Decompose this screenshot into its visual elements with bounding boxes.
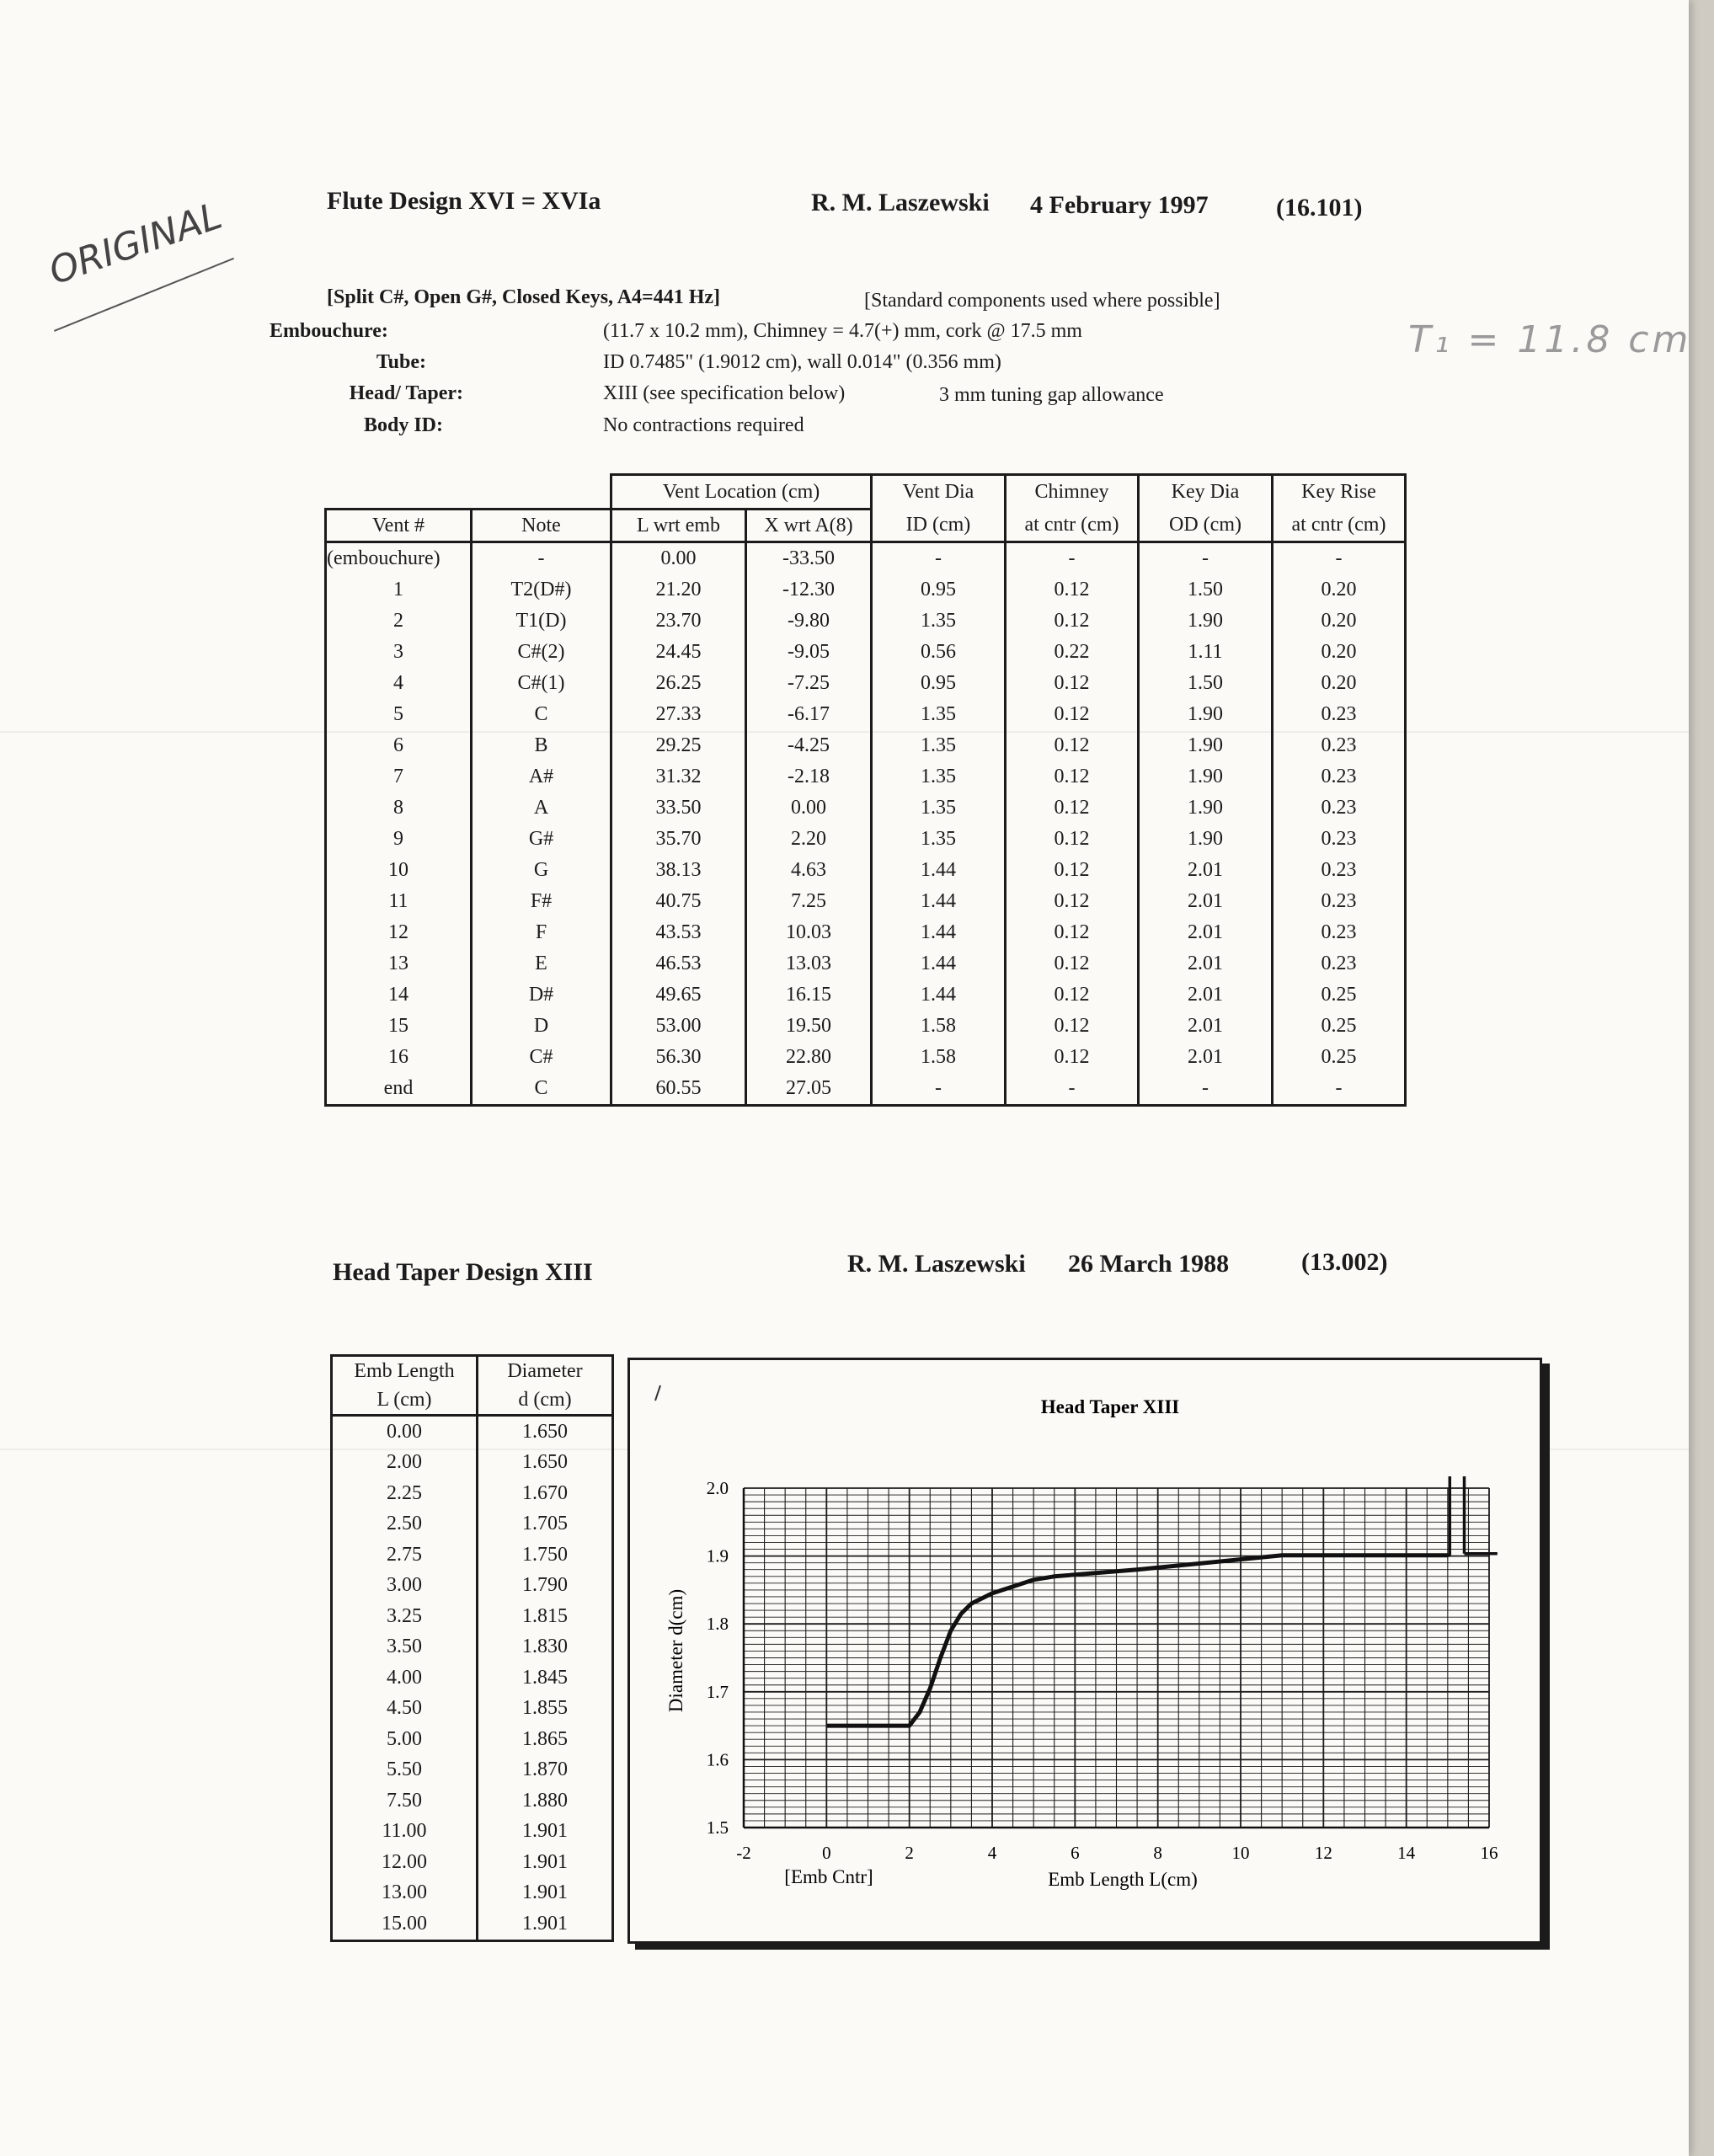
x-wrt-a8-cell: 10.03 [746, 917, 872, 948]
taper-diameter-cell: 1.901 [522, 1881, 568, 1904]
taper-length-cell: 15.00 [332, 1908, 478, 1940]
spec-value-head-taper: XIII (see specification below) [603, 382, 846, 404]
taper-diameter-cell: 1.845 [522, 1666, 568, 1689]
vent-dia-cell: 1.44 [872, 886, 1006, 917]
l-wrt-emb-header: L wrt emb [611, 510, 746, 542]
taper-diameter-cell: 1.901 [522, 1820, 568, 1843]
vent-table-header-top [326, 475, 1406, 510]
taper-length-cell: 7.50 [332, 1785, 478, 1817]
vent-table-row [326, 637, 1406, 668]
x-wrt-a8-cell: 16.15 [746, 979, 872, 1011]
key-rise-cell: 0.23 [1273, 886, 1406, 917]
vent-table-row [326, 886, 1406, 917]
vent-dia-cell: 0.56 [872, 637, 1006, 668]
vent-dia-cell: 0.95 [872, 668, 1006, 699]
vent-number-cell: end [326, 1073, 472, 1106]
vent-table-row [326, 668, 1406, 699]
taper-length-cell: 3.25 [332, 1601, 478, 1632]
key-dia-cell: 1.90 [1139, 824, 1273, 855]
taper-diameter-cell: 1.650 [522, 1451, 568, 1474]
vent-dia-cell: 1.44 [872, 948, 1006, 979]
vent-number-cell: 8 [326, 792, 472, 824]
design-date: 4 February 1997 [1030, 191, 1209, 219]
l-wrt-emb-cell: 21.20 [611, 574, 746, 606]
l-wrt-emb-cell: 0.00 [611, 542, 746, 575]
x-wrt-a8-cell: -12.30 [746, 574, 872, 606]
key-dia-cell: - [1139, 542, 1273, 575]
l-wrt-emb-cell: 24.45 [611, 637, 746, 668]
taper-length-cell: 5.00 [332, 1724, 478, 1755]
spec-value-embouchure: (11.7 x 10.2 mm), Chimney = 4.7(+) mm, cork @ 17.5 mm [603, 320, 1082, 342]
taper-chart-frame [627, 1358, 1542, 1944]
chart-x-tick-label: 16 [1480, 1843, 1498, 1863]
key-rise-cell: 0.20 [1273, 606, 1406, 637]
chart-title: Head Taper XIII [1040, 1396, 1180, 1417]
chimney-cell: 0.12 [1006, 730, 1139, 761]
vent-dia-cell: 1.35 [872, 699, 1006, 730]
note-cell: C# [472, 1042, 611, 1073]
key-rise-header-1: Key Rise [1273, 475, 1406, 510]
taper-length-cell: 4.50 [332, 1694, 478, 1725]
x-wrt-a8-cell: -2.18 [746, 761, 872, 792]
chart-y-tick-label: 1.9 [706, 1545, 729, 1566]
key-dia-cell: 1.50 [1139, 668, 1273, 699]
chimney-cell: 0.12 [1006, 699, 1139, 730]
chart-y-label: Diameter d(cm) [665, 1588, 686, 1713]
chimney-cell: 0.12 [1006, 886, 1139, 917]
vent-table-header-bottom [326, 510, 1406, 542]
spec-value-tube: ID 0.7485" (1.9012 cm), wall 0.014" (0.356 mm) [603, 351, 1001, 373]
key-dia-cell: 1.90 [1139, 730, 1273, 761]
taper-table-row [332, 1908, 613, 1940]
note-cell: D [472, 1011, 611, 1042]
taper-table-row [332, 1509, 613, 1540]
design-title: Flute Design XVI = XVIa [327, 187, 601, 215]
taper-length-cell: 13.00 [332, 1878, 478, 1909]
taper-length-cell: 2.00 [332, 1448, 478, 1479]
taper-table-header-bottom [332, 1385, 613, 1416]
x-wrt-a8-cell: 13.03 [746, 948, 872, 979]
taper-chart [630, 1360, 1540, 1941]
note-cell: F# [472, 886, 611, 917]
vent-table-row [326, 761, 1406, 792]
chart-y-tick-label: 1.8 [706, 1614, 729, 1635]
taper-table-body [332, 1416, 613, 1941]
vent-number-cell: 2 [326, 606, 472, 637]
vent-number-cell: 15 [326, 1011, 472, 1042]
x-wrt-a8-cell: 0.00 [746, 792, 872, 824]
chimney-header-2: at cntr (cm) [1006, 510, 1139, 542]
taper-ref: (13.002) [1301, 1248, 1388, 1276]
l-wrt-emb-cell: 49.65 [611, 979, 746, 1011]
taper-table-row [332, 1662, 613, 1694]
taper-table-row [332, 1694, 613, 1725]
x-wrt-a8-cell: -33.50 [746, 542, 872, 575]
x-wrt-a8-cell: -9.80 [746, 606, 872, 637]
vent-dia-cell: 1.44 [872, 917, 1006, 948]
key-rise-header-2: at cntr (cm) [1273, 510, 1406, 542]
x-wrt-a8-cell: 2.20 [746, 824, 872, 855]
chart-x-tick-label: -2 [736, 1843, 751, 1863]
l-wrt-emb-cell: 60.55 [611, 1073, 746, 1106]
chart-y-tick-label: 1.6 [706, 1749, 729, 1770]
vent-table-row [326, 824, 1406, 855]
spec-label-embouchure: Embouchure: [270, 320, 388, 342]
vent-table-row [326, 979, 1406, 1011]
key-dia-cell: 1.50 [1139, 574, 1273, 606]
l-wrt-emb-cell: 23.70 [611, 606, 746, 637]
note-cell: C [472, 1073, 611, 1106]
note-cell: - [472, 542, 611, 575]
taper-table-row [332, 1878, 613, 1909]
taper-diameter-cell: 1.901 [522, 1850, 568, 1873]
key-dia-cell: 2.01 [1139, 917, 1273, 948]
l-wrt-emb-cell: 35.70 [611, 824, 746, 855]
x-wrt-a8-cell: 27.05 [746, 1073, 872, 1106]
key-dia-header-2: OD (cm) [1139, 510, 1273, 542]
vent-table-row [326, 1073, 1406, 1106]
taper-table-row [332, 1540, 613, 1571]
key-dia-cell: 2.01 [1139, 948, 1273, 979]
config-line: [Split C#, Open G#, Closed Keys, A4=441 Hz] [327, 286, 721, 308]
taper-diameter-cell: 1.790 [522, 1574, 568, 1597]
diameter-header-1: Diameter [507, 1359, 583, 1382]
chimney-cell: - [1006, 542, 1139, 575]
key-rise-cell: - [1273, 542, 1406, 575]
chimney-cell: 0.12 [1006, 574, 1139, 606]
spec-value-body-id: No contractions required [603, 414, 804, 436]
taper-diameter-cell: 1.870 [522, 1758, 568, 1781]
chimney-cell: 0.12 [1006, 761, 1139, 792]
vent-dia-cell: 1.44 [872, 855, 1006, 886]
chart-y-tick-label: 2.0 [706, 1478, 729, 1498]
note-cell: C#(1) [472, 668, 611, 699]
taper-diameter-cell: 1.670 [522, 1481, 568, 1504]
taper-table-row [332, 1416, 613, 1448]
key-dia-header-1: Key Dia [1139, 475, 1273, 510]
vent-table-row [326, 792, 1406, 824]
taper-author: R. M. Laszewski [847, 1250, 1026, 1278]
design-ref: (16.101) [1276, 194, 1363, 221]
key-dia-cell: 1.11 [1139, 637, 1273, 668]
taper-diameter-cell: 1.880 [522, 1789, 568, 1812]
taper-table [330, 1354, 614, 1942]
vent-number-cell: 1 [326, 574, 472, 606]
vent-number-cell: 6 [326, 730, 472, 761]
emb-length-header-1: Emb Length [332, 1356, 478, 1386]
chimney-cell: 0.12 [1006, 824, 1139, 855]
key-rise-cell: 0.20 [1273, 637, 1406, 668]
vent-dia-cell: - [872, 1073, 1006, 1106]
vent-number-cell: 5 [326, 699, 472, 730]
chimney-cell: 0.12 [1006, 855, 1139, 886]
taper-length-cell: 12.00 [332, 1847, 478, 1878]
spec-extra-head-taper: 3 mm tuning gap allowance [939, 384, 1164, 406]
l-wrt-emb-cell: 46.53 [611, 948, 746, 979]
key-rise-cell: 0.20 [1273, 668, 1406, 699]
key-dia-cell: 2.01 [1139, 1042, 1273, 1073]
handwritten-t1-note: T₁ = 11.8 cm [1408, 318, 1692, 361]
spec-label-body-id: Body ID: [363, 414, 443, 436]
key-rise-cell: 0.23 [1273, 855, 1406, 886]
chart-x-tick-label: 14 [1397, 1843, 1416, 1863]
vent-table-row [326, 699, 1406, 730]
taper-table-header-top [332, 1356, 613, 1386]
chart-x-tick-label: 2 [905, 1843, 914, 1863]
taper-table-row [332, 1632, 613, 1663]
taper-length-cell: 0.00 [332, 1416, 478, 1448]
taper-table-row [332, 1601, 613, 1632]
note-cell: G# [472, 824, 611, 855]
taper-diameter-cell: 1.750 [522, 1543, 568, 1566]
taper-length-cell: 2.50 [332, 1509, 478, 1540]
key-rise-cell: 0.20 [1273, 574, 1406, 606]
note-cell: E [472, 948, 611, 979]
key-rise-cell: 0.23 [1273, 824, 1406, 855]
chart-series [826, 1476, 1498, 1726]
l-wrt-emb-cell: 33.50 [611, 792, 746, 824]
key-rise-cell: 0.23 [1273, 761, 1406, 792]
key-rise-cell: 0.25 [1273, 1011, 1406, 1042]
chart-x-annotation: [Emb Cntr] [784, 1866, 873, 1887]
chimney-cell: 0.12 [1006, 668, 1139, 699]
vent-table-row [326, 948, 1406, 979]
x-wrt-a8-cell: -4.25 [746, 730, 872, 761]
note-cell: D# [472, 979, 611, 1011]
chimney-cell: 0.12 [1006, 979, 1139, 1011]
key-dia-cell: 1.90 [1139, 606, 1273, 637]
vent-dia-cell: 1.35 [872, 606, 1006, 637]
vent-location-header: Vent Location (cm) [611, 475, 872, 510]
l-wrt-emb-cell: 40.75 [611, 886, 746, 917]
vent-dia-cell: 1.35 [872, 792, 1006, 824]
chart-x-tick-label: 10 [1231, 1843, 1250, 1863]
vent-number-cell: (embouchure) [326, 542, 472, 575]
vent-table-row [326, 542, 1406, 575]
standard-note: [Standard components used where possible] [864, 290, 1220, 312]
vent-table-body [326, 542, 1406, 1106]
note-cell: T2(D#) [472, 574, 611, 606]
taper-table-row [332, 1847, 613, 1878]
vent-number-cell: 12 [326, 917, 472, 948]
taper-diameter-cell: 1.855 [522, 1697, 568, 1720]
taper-title: Head Taper Design XIII [333, 1258, 593, 1286]
key-dia-cell: 1.90 [1139, 792, 1273, 824]
chart-x-label: Emb Length L(cm) [1048, 1869, 1198, 1890]
taper-diameter-cell: 1.830 [522, 1636, 568, 1658]
vent-table-row [326, 574, 1406, 606]
note-header: Note [472, 510, 611, 542]
chimney-cell: 0.12 [1006, 1011, 1139, 1042]
vent-dia-header-1: Vent Dia [872, 475, 1006, 510]
key-dia-cell: - [1139, 1073, 1273, 1106]
emb-length-header-2: L (cm) [332, 1385, 478, 1416]
chimney-cell: 0.12 [1006, 792, 1139, 824]
vent-dia-header-2: ID (cm) [872, 510, 1006, 542]
note-cell: G [472, 855, 611, 886]
x-wrt-a8-cell: 4.63 [746, 855, 872, 886]
chimney-cell: 0.12 [1006, 917, 1139, 948]
l-wrt-emb-cell: 56.30 [611, 1042, 746, 1073]
vent-dia-cell: 1.44 [872, 979, 1006, 1011]
x-wrt-a8-cell: 19.50 [746, 1011, 872, 1042]
key-rise-cell: - [1273, 1073, 1406, 1106]
vent-table [324, 473, 1407, 1107]
vent-dia-cell: 0.95 [872, 574, 1006, 606]
chart-x-tick-label: 0 [822, 1843, 831, 1863]
vent-dia-cell: 1.58 [872, 1042, 1006, 1073]
vent-table-row [326, 1011, 1406, 1042]
taper-length-cell: 3.00 [332, 1571, 478, 1602]
chart-ink-mark [655, 1385, 660, 1401]
chart-x-tick-label: 12 [1314, 1843, 1332, 1863]
taper-length-cell: 2.25 [332, 1478, 478, 1509]
vent-dia-cell: - [872, 542, 1006, 575]
key-rise-cell: 0.23 [1273, 948, 1406, 979]
vent-number-header: Vent # [326, 510, 472, 542]
chart-x-tick-label: 4 [987, 1843, 997, 1863]
vent-table-row [326, 855, 1406, 886]
note-cell: B [472, 730, 611, 761]
chart-y-tick-label: 1.5 [706, 1817, 729, 1838]
key-rise-cell: 0.23 [1273, 730, 1406, 761]
vent-number-cell: 13 [326, 948, 472, 979]
chimney-cell: 0.22 [1006, 637, 1139, 668]
key-rise-cell: 0.23 [1273, 917, 1406, 948]
taper-diameter-cell: 1.865 [522, 1727, 568, 1750]
chimney-cell: 0.12 [1006, 606, 1139, 637]
vent-number-cell: 14 [326, 979, 472, 1011]
taper-length-cell: 3.50 [332, 1632, 478, 1663]
l-wrt-emb-cell: 26.25 [611, 668, 746, 699]
spec-label-head-taper: Head/ Taper: [349, 382, 463, 404]
taper-diameter-cell: 1.815 [522, 1604, 568, 1627]
x-wrt-a8-cell: 7.25 [746, 886, 872, 917]
vent-dia-cell: 1.35 [872, 761, 1006, 792]
x-wrt-a8-header: X wrt A(8) [746, 510, 872, 542]
taper-diameter-cell: 1.705 [522, 1513, 568, 1535]
key-dia-cell: 1.90 [1139, 761, 1273, 792]
taper-table-row [332, 1448, 613, 1479]
design-author: R. M. Laszewski [811, 189, 990, 216]
l-wrt-emb-cell: 27.33 [611, 699, 746, 730]
vent-number-cell: 4 [326, 668, 472, 699]
chart-x-tick-label: 6 [1071, 1843, 1080, 1863]
handwritten-original: ORIGINAL [44, 194, 227, 294]
l-wrt-emb-cell: 53.00 [611, 1011, 746, 1042]
vent-table-row [326, 730, 1406, 761]
l-wrt-emb-cell: 38.13 [611, 855, 746, 886]
vent-number-cell: 9 [326, 824, 472, 855]
taper-length-cell: 11.00 [332, 1817, 478, 1848]
chimney-cell: 0.12 [1006, 948, 1139, 979]
key-rise-cell: 0.23 [1273, 792, 1406, 824]
vent-dia-cell: 1.35 [872, 730, 1006, 761]
l-wrt-emb-cell: 29.25 [611, 730, 746, 761]
vent-number-cell: 11 [326, 886, 472, 917]
vent-number-cell: 16 [326, 1042, 472, 1073]
x-wrt-a8-cell: 22.80 [746, 1042, 872, 1073]
taper-table-row [332, 1724, 613, 1755]
chimney-cell: 0.12 [1006, 1042, 1139, 1073]
taper-diameter-cell: 1.901 [522, 1912, 568, 1935]
chart-x-tick-label: 8 [1153, 1843, 1162, 1863]
x-wrt-a8-cell: -6.17 [746, 699, 872, 730]
l-wrt-emb-cell: 43.53 [611, 917, 746, 948]
taper-length-cell: 4.00 [332, 1662, 478, 1694]
taper-length-cell: 5.50 [332, 1755, 478, 1786]
vent-dia-cell: 1.58 [872, 1011, 1006, 1042]
chart-y-tick-label: 1.7 [706, 1681, 729, 1702]
key-rise-cell: 0.23 [1273, 699, 1406, 730]
note-cell: C#(2) [472, 637, 611, 668]
taper-date: 26 March 1988 [1068, 1250, 1230, 1278]
l-wrt-emb-cell: 31.32 [611, 761, 746, 792]
taper-table-row [332, 1571, 613, 1602]
chimney-header-1: Chimney [1006, 475, 1139, 510]
note-cell: T1(D) [472, 606, 611, 637]
diameter-header-2: d (cm) [478, 1385, 613, 1416]
vent-number-cell: 3 [326, 637, 472, 668]
note-cell: F [472, 917, 611, 948]
vent-table-row [326, 1042, 1406, 1073]
note-cell: C [472, 699, 611, 730]
chart-grid [744, 1488, 1489, 1828]
vent-number-cell: 10 [326, 855, 472, 886]
vent-number-cell: 7 [326, 761, 472, 792]
key-dia-cell: 2.01 [1139, 855, 1273, 886]
key-rise-cell: 0.25 [1273, 979, 1406, 1011]
note-cell: A# [472, 761, 611, 792]
taper-diameter-cell: 1.650 [522, 1420, 568, 1443]
taper-length-cell: 2.75 [332, 1540, 478, 1571]
key-rise-cell: 0.25 [1273, 1042, 1406, 1073]
x-wrt-a8-cell: -9.05 [746, 637, 872, 668]
key-dia-cell: 1.90 [1139, 699, 1273, 730]
key-dia-cell: 2.01 [1139, 1011, 1273, 1042]
spec-label-tube: Tube: [376, 351, 426, 373]
taper-table-row [332, 1785, 613, 1817]
x-wrt-a8-cell: -7.25 [746, 668, 872, 699]
taper-table-row [332, 1478, 613, 1509]
key-dia-cell: 2.01 [1139, 886, 1273, 917]
vent-table-row [326, 606, 1406, 637]
vent-table-row [326, 917, 1406, 948]
vent-dia-cell: 1.35 [872, 824, 1006, 855]
note-cell: A [472, 792, 611, 824]
taper-table-row [332, 1755, 613, 1786]
chimney-cell: - [1006, 1073, 1139, 1106]
key-dia-cell: 2.01 [1139, 979, 1273, 1011]
taper-table-row [332, 1817, 613, 1848]
